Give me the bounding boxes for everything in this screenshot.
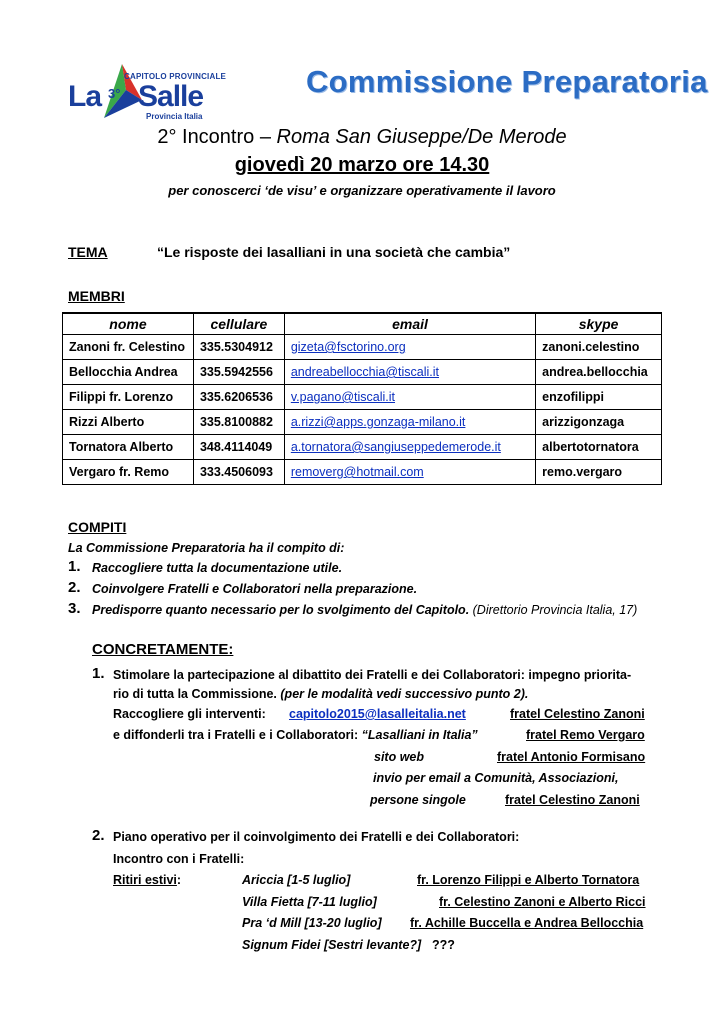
table-row: [63, 335, 662, 360]
logo-ordinal: 3°: [108, 86, 121, 101]
member-name: Zanoni fr. Celestino: [63, 335, 194, 360]
retreat-people: ???: [432, 938, 455, 952]
member-skype: zanoni.celestino: [536, 335, 662, 360]
meeting-place: Roma San Giuseppe/De Merode: [276, 126, 567, 148]
member-skype: albertotornatora: [536, 435, 662, 460]
tema-text: “Le risposte dei lasalliani in una società che cambia”: [157, 244, 511, 260]
meeting-heading: [0, 126, 724, 149]
email-send-label: invio per email a Comunità, Associazioni,: [373, 771, 619, 785]
logo-salle: Salle: [138, 80, 204, 113]
ritiri-label: [113, 873, 181, 887]
compiti-item-number: 3.: [68, 600, 81, 617]
column-header-nome: nome: [63, 313, 194, 335]
member-email-link[interactable]: gizeta@fsctorino.org: [284, 335, 535, 360]
web-label: sito web: [374, 750, 425, 764]
point-2-line1: Piano operativo per il coinvolgimento dei Fratelli e dei Collaboratori:: [113, 830, 520, 844]
column-header-skype: skype: [536, 313, 662, 335]
ritiri-label-colon: :: [176, 873, 182, 887]
spread-publication: “Lasalliani in Italia”: [361, 728, 478, 742]
member-name: Bellocchia Andrea: [63, 360, 194, 385]
retreat-place: Villa Fietta [7-11 luglio]: [242, 895, 377, 909]
collect-person: fratel Celestino Zanoni: [510, 707, 645, 721]
table-row: [63, 460, 662, 485]
compiti-item-text: Coinvolgere Fratelli e Collaboratori nella preparazione.: [92, 582, 418, 596]
collect-email-link[interactable]: capitolo2015@lasalleitalia.net: [289, 707, 466, 721]
ritiri-label-text: Ritiri estivi: [113, 873, 177, 887]
member-phone: 335.5942556: [193, 360, 284, 385]
member-email-link[interactable]: removerg@hotmail.com: [284, 460, 535, 485]
point-1-line2-text: rio di tutta la Commissione.: [113, 687, 281, 701]
retreat-place: Signum Fidei [Sestri levante?]: [242, 938, 422, 952]
member-phone: 348.4114049: [193, 435, 284, 460]
member-name: Tornatora Alberto: [63, 435, 194, 460]
member-phone: 333.4506093: [193, 460, 284, 485]
member-skype: andrea.bellocchia: [536, 360, 662, 385]
member-skype: remo.vergaro: [536, 460, 662, 485]
compiti-item-text: Raccogliere tutta la documentazione utile.: [92, 561, 343, 575]
tema-label: TEMA: [68, 244, 108, 260]
member-email-link[interactable]: a.rizzi@apps.gonzaga-milano.it: [284, 410, 535, 435]
retreat-people: fr. Lorenzo Filippi e Alberto Tornatora: [417, 873, 640, 887]
la-salle-logo: [66, 58, 227, 126]
collect-label: Raccogliere gli interventi:: [113, 707, 266, 721]
members-table: [62, 312, 662, 485]
logo-province: Provincia Italia: [146, 112, 203, 121]
table-row: [63, 410, 662, 435]
member-name: Rizzi Alberto: [63, 410, 194, 435]
member-email-link[interactable]: andreabellocchia@tiscali.it: [284, 360, 535, 385]
compiti-item-main: Predisporre quanto necessario per lo svolgimento del Capitolo.: [92, 603, 470, 617]
single-persons-person: fratel Celestino Zanoni: [505, 793, 640, 807]
point-1-number: 1.: [92, 665, 105, 682]
table-header-row: [63, 313, 662, 335]
member-name: Filippi fr. Lorenzo: [63, 385, 194, 410]
column-header-email: email: [284, 313, 535, 335]
point-2-number: 2.: [92, 827, 105, 844]
point-2-line2: Incontro con i Fratelli:: [113, 852, 245, 866]
member-name: Vergaro fr. Remo: [63, 460, 194, 485]
compiti-item-number: 1.: [68, 558, 81, 575]
web-person: fratel Antonio Formisano: [497, 750, 646, 764]
spread-label: e diffonderli tra i Fratelli e i Collaboratori:: [113, 728, 362, 742]
membri-label: MEMBRI: [68, 288, 125, 304]
member-phone: 335.5304912: [193, 335, 284, 360]
point-1-line1: Stimolare la partecipazione al dibattito dei Fratelli e dei Collaboratori: impegno priorita-: [113, 668, 632, 682]
compiti-item-reference: (Direttorio Provincia Italia, 17): [469, 603, 638, 617]
member-email-link[interactable]: a.tornatora@sangiuseppedemerode.it: [284, 435, 535, 460]
logo-la: La: [68, 80, 102, 113]
compiti-label: COMPITI: [68, 519, 127, 535]
logo-top-text: CAPITOLO PROVINCIALE: [124, 72, 227, 81]
point-1-line2: [113, 687, 528, 701]
point-1-line2-note: (per le modalità vedi successivo punto 2).: [280, 687, 529, 701]
single-persons-label: persone singole: [370, 793, 466, 807]
retreat-people: fr. Achille Buccella e Andrea Bellocchia: [410, 916, 644, 930]
table-row: [63, 360, 662, 385]
compiti-item-text: [92, 603, 637, 617]
retreat-place: Pra ‘d Mill [13-20 luglio]: [242, 916, 382, 930]
member-phone: 335.6206536: [193, 385, 284, 410]
concretamente-label: CONCRETAMENTE:: [92, 641, 234, 658]
member-skype: arizzigonzaga: [536, 410, 662, 435]
page-title: Commissione Preparatoria: [306, 64, 708, 99]
meeting-prefix: 2° Incontro –: [157, 126, 277, 148]
table-row: [63, 385, 662, 410]
compiti-intro: La Commissione Preparatoria ha il compito di:: [68, 541, 345, 555]
meeting-purpose: per conoscerci ‘de visu’ e organizzare operativamente il lavoro: [168, 183, 556, 198]
column-header-cellulare: cellulare: [193, 313, 284, 335]
table-row: [63, 435, 662, 460]
meeting-datetime: giovedì 20 marzo ore 14.30: [234, 154, 490, 176]
compiti-item-number: 2.: [68, 579, 81, 596]
retreat-people: fr. Celestino Zanoni e Alberto Ricci: [439, 895, 646, 909]
member-phone: 335.8100882: [193, 410, 284, 435]
member-skype: enzofilippi: [536, 385, 662, 410]
spread-line: [113, 728, 478, 742]
member-email-link[interactable]: v.pagano@tiscali.it: [284, 385, 535, 410]
spread-person: fratel Remo Vergaro: [526, 728, 645, 742]
retreat-place: Ariccia [1-5 luglio]: [242, 873, 351, 887]
